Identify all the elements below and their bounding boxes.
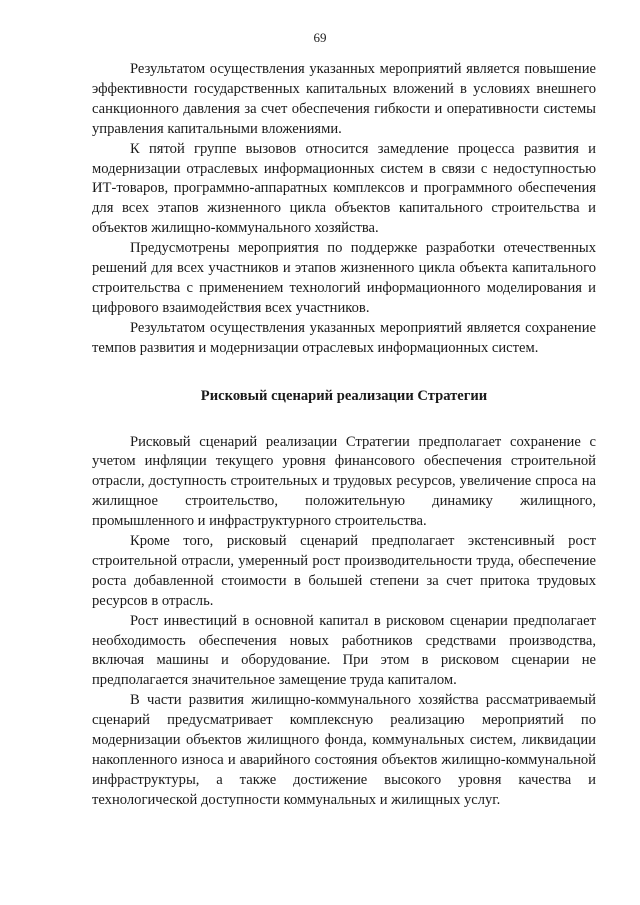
paragraph: Результатом осуществления указанных мероприятий является сохранение темпов развития и модернизации отраслевых информационных систем. [92,319,596,356]
page-body [92,60,596,811]
page-number: 69 [313,30,327,45]
paragraph: Рост инвестиций в основной капитал в рисковом сценарии предполагает необходимость обеспечения новых работников средствами производства, включая машины и оборудование. При этом в рисковом сценарии не предполагается значительное замещение труда капиталом. [92,612,596,689]
paragraph: Кроме того, рисковый сценарий предполагает экстенсивный рост строительной отрасли, умеренный рост производительности труда, обеспечение роста добавленной стоимости в большей степени за счет притока трудовых ресурсов в отрасль. [92,533,596,609]
paragraph: Результатом осуществления указанных мероприятий является повышение эффективности государственных капитальных вложений в условиях внешнего санкционного давления за счет обеспечения гибкости и оперативности системы управления капитальными вложениями. [92,61,596,137]
paragraph: В части развития жилищно-коммунального хозяйства рассматриваемый сценарий предусматривает комплексную реализацию мероприятий по модернизации объектов жилищного фонда, коммунальных систем, ликвидации накопленного износа и аварийного состояния объектов жилищно-коммунальной инфраструктуры, а также достижение высокого уровня качества и технологической доступности коммунальных и жилищных услуг. [92,692,596,808]
paragraph: Рисковый сценарий реализации Стратегии предполагает сохранение с учетом инфляции текущего уровня финансового обеспечения строительной отрасли, доступность строительных и трудовых ресурсов, увеличение спроса на жилищное строительство, положительную динамику жилищного, промышленного и инфраструктурного строительства. [92,433,596,530]
paragraph: К пятой группе вызовов относится замедление процесса развития и модернизации отраслевых информационных систем в связи с недоступностью ИТ-товаров, программно-аппаратных комплексов и программного обеспечения для всех этапов жизненного цикла объектов капитального строительства и объектов жилищно-коммунального хозяйства. [92,140,596,237]
section-heading: Рисковый сценарий реализации Стратегии [200,387,488,404]
paragraph: Предусмотрены мероприятия по поддержке разработки отечественных решений для всех участников и этапов жизненного цикла объекта капитального строительства с применением технологий информационного моделирования и цифрового взаимодействия всех участников. [92,240,596,316]
